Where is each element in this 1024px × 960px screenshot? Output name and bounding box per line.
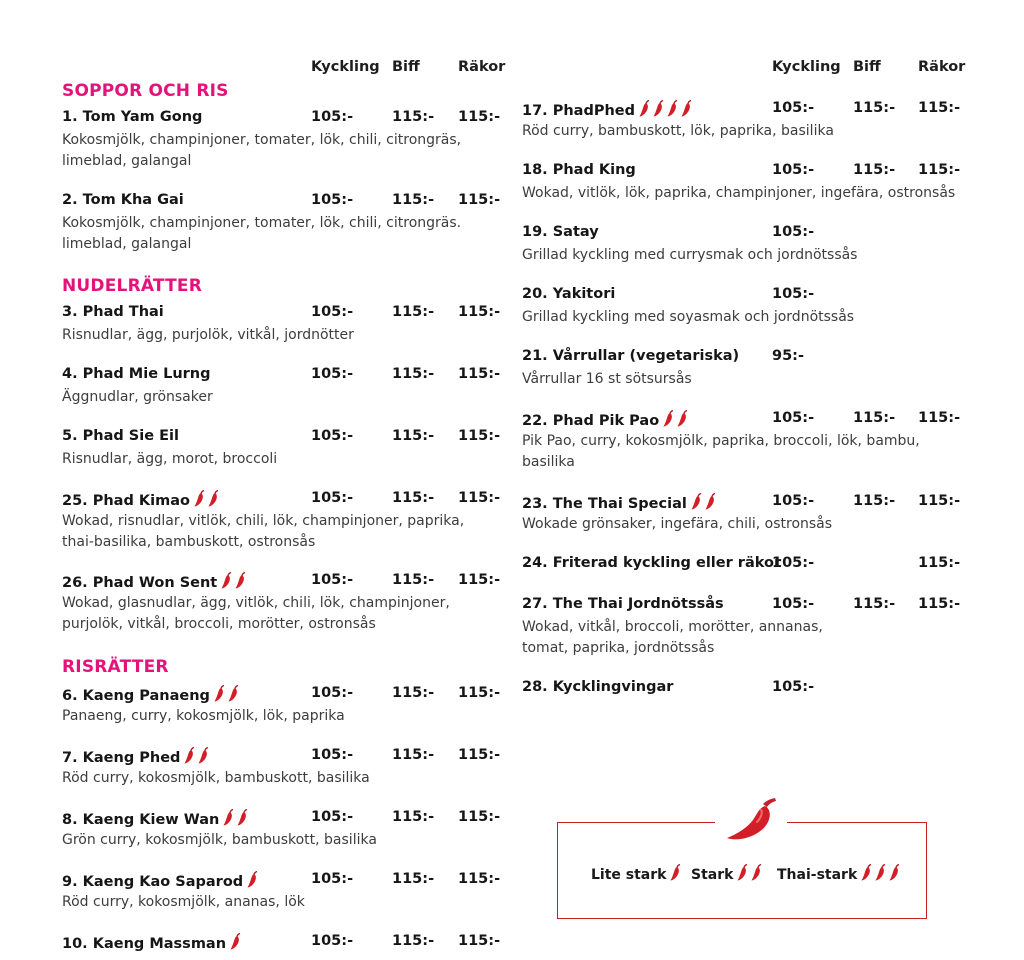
price-shrimp: 115:- (458, 871, 501, 887)
spice-level-icons (230, 933, 244, 954)
price-beef: 115:- (392, 490, 435, 506)
price-beef: 115:- (392, 109, 435, 125)
item-name: 28. Kycklingvingar (522, 679, 674, 695)
price-chicken: 105:- (311, 490, 354, 506)
item-description: Pik Pao, curry, kokosmjölk, paprika, broccoli, lök, bambu, basilika (522, 433, 920, 470)
price-chicken: 105:- (772, 679, 815, 695)
chili-icon (208, 490, 219, 507)
price-chicken: 105:- (311, 871, 354, 887)
item-name: 6. Kaeng Panaeng (62, 685, 242, 706)
price-chicken: 105:- (311, 933, 354, 949)
price-shrimp: 115:- (458, 933, 501, 949)
price-shrimp: 115:- (458, 366, 501, 382)
item-name: 20. Yakitori (522, 286, 616, 302)
item-name: 25. Phad Kimao (62, 490, 222, 511)
chili-icon (889, 864, 900, 881)
price-shrimp: 115:- (458, 747, 501, 763)
spice-level-icons (737, 864, 765, 885)
spice-level-icons (214, 685, 242, 706)
price-beef: 115:- (853, 100, 896, 116)
chili-icon (663, 410, 674, 427)
spice-level-icons (247, 871, 261, 892)
item-description: Röd curry, kokosmjölk, bambuskott, basilika (62, 770, 370, 786)
chili-icon (194, 490, 205, 507)
price-beef: 115:- (392, 304, 435, 320)
spice-level-icons (194, 490, 222, 511)
spice-level-icons (221, 572, 249, 593)
item-description: Wokad, glasnudlar, ägg, vitlök, chili, lök, champinjoner, purjolök, vitkål, broccoli, morötter, ostronsås (62, 595, 450, 632)
item-name: 5. Phad Sie Eil (62, 428, 179, 444)
left-header-beef: Biff (392, 59, 420, 75)
item-name: 8. Kaeng Kiew Wan (62, 809, 251, 830)
item-description: Risnudlar, ägg, morot, broccoli (62, 451, 278, 467)
price-beef: 115:- (853, 410, 896, 426)
price-beef: 115:- (392, 685, 435, 701)
item-description: Wokad, risnudlar, vitlök, chili, lök, champinjoner, paprika, thai-basilika, bambuskott, ostronsås (62, 513, 465, 550)
item-description: Panaeng, curry, kokosmjölk, lök, paprika (62, 708, 345, 724)
item-description: Wokade grönsaker, ingefära, chili, ostronsås (522, 516, 833, 532)
chili-icon (677, 410, 688, 427)
item-description: Vårrullar 16 st sötsursås (522, 371, 692, 387)
spice-level-icons (639, 100, 695, 121)
right-header-beef: Biff (853, 59, 881, 75)
chili-icon (223, 809, 234, 826)
price-shrimp: 115:- (918, 100, 961, 116)
item-description: Grillad kyckling med currysmak och jordnötssås (522, 247, 858, 263)
item-description: Grillad kyckling med soyasmak och jordnötssås (522, 309, 855, 325)
price-chicken: 105:- (772, 410, 815, 426)
item-name: 7. Kaeng Phed (62, 747, 212, 768)
price-beef: 115:- (853, 162, 896, 178)
price-beef: 115:- (392, 572, 435, 588)
price-beef: 115:- (853, 596, 896, 612)
price-chicken: 105:- (772, 555, 815, 571)
chili-icon (751, 864, 762, 881)
item-name: 9. Kaeng Kao Saparod (62, 871, 261, 892)
legend-mild: Lite stark (591, 864, 684, 885)
chili-icon (221, 572, 232, 589)
chili-icon (230, 933, 241, 950)
chili-icon (214, 685, 225, 702)
chili-icon (705, 493, 716, 510)
chili-icon (667, 100, 678, 117)
price-chicken: 105:- (772, 224, 815, 240)
item-description: Kokosmjölk, champinjoner, tomater, lök, chili, citrongräs, limeblad, galangal (62, 132, 462, 169)
price-shrimp: 115:- (458, 109, 501, 125)
chili-icon (639, 100, 650, 117)
price-shrimp: 115:- (458, 304, 501, 320)
price-shrimp: 115:- (458, 490, 501, 506)
price-shrimp: 115:- (458, 428, 501, 444)
chili-icon (247, 871, 258, 888)
section-heading-rice: RISRÄTTER (62, 657, 169, 677)
price-chicken: 95:- (772, 348, 804, 364)
legend-thai-hot: Thai-stark (777, 864, 903, 885)
spice-level-icons (670, 864, 684, 885)
chili-icon (670, 864, 681, 881)
price-shrimp: 115:- (918, 162, 961, 178)
left-header-shrimp: Räkor (458, 59, 506, 75)
price-chicken: 105:- (311, 809, 354, 825)
item-name: 4. Phad Mie Lurng (62, 366, 211, 382)
section-heading-noodles: NUDELRÄTTER (62, 276, 203, 296)
chili-icon (861, 864, 872, 881)
chili-icon (875, 864, 886, 881)
spice-level-icons (861, 864, 903, 885)
price-chicken: 105:- (311, 109, 354, 125)
left-header-chicken: Kyckling (311, 59, 380, 75)
spice-level-icons (691, 493, 719, 514)
spice-level-icons (663, 410, 691, 431)
chili-icon (235, 572, 246, 589)
item-description: Röd curry, bambuskott, lök, paprika, basilika (522, 123, 834, 139)
item-name: 19. Satay (522, 224, 599, 240)
price-chicken: 105:- (311, 572, 354, 588)
price-shrimp: 115:- (458, 809, 501, 825)
price-beef: 115:- (392, 871, 435, 887)
section-heading-soups: SOPPOR OCH RIS (62, 81, 229, 101)
spice-level-icons (184, 747, 212, 768)
price-chicken: 105:- (311, 366, 354, 382)
item-description: Kokosmjölk, champinjoner, tomater, lök, chili, citrongräs. limeblad, galangal (62, 215, 462, 252)
price-chicken: 105:- (311, 747, 354, 763)
chili-icon (653, 100, 664, 117)
price-chicken: 105:- (772, 596, 815, 612)
item-name: 17. PhadPhed (522, 100, 695, 121)
chili-icon (681, 100, 692, 117)
price-beef: 115:- (853, 493, 896, 509)
price-chicken: 105:- (311, 304, 354, 320)
price-shrimp: 115:- (458, 572, 501, 588)
chili-icon (228, 685, 239, 702)
item-name: 26. Phad Won Sent (62, 572, 249, 593)
item-description: Wokad, vitlök, lök, paprika, champinjoner, ingefära, ostronsås (522, 185, 956, 201)
item-name: 27. The Thai Jordnötssås (522, 596, 724, 612)
item-name: 24. Friterad kyckling eller räkor (522, 555, 782, 571)
chili-icon (737, 864, 748, 881)
spice-level-icons (223, 809, 251, 830)
price-beef: 115:- (392, 809, 435, 825)
price-chicken: 105:- (311, 685, 354, 701)
item-name: 21. Vårrullar (vegetariska) (522, 348, 740, 364)
chili-icon (691, 493, 702, 510)
price-beef: 115:- (392, 366, 435, 382)
price-beef: 115:- (392, 747, 435, 763)
price-beef: 115:- (392, 933, 435, 949)
price-beef: 115:- (392, 192, 435, 208)
price-chicken: 105:- (772, 493, 815, 509)
item-name: 3. Phad Thai (62, 304, 164, 320)
price-shrimp: 115:- (918, 410, 961, 426)
price-chicken: 105:- (311, 428, 354, 444)
price-shrimp: 115:- (458, 685, 501, 701)
item-name: 18. Phad King (522, 162, 636, 178)
item-description: Äggnudlar, grönsaker (62, 389, 213, 405)
item-description: Grön curry, kokosmjölk, bambuskott, basilika (62, 832, 377, 848)
item-description: Röd curry, kokosmjölk, ananas, lök (62, 894, 305, 910)
price-chicken: 105:- (311, 192, 354, 208)
item-name: 22. Phad Pik Pao (522, 410, 691, 431)
chili-pepper-icon (715, 796, 787, 846)
price-chicken: 105:- (772, 286, 815, 302)
price-shrimp: 115:- (918, 493, 961, 509)
price-chicken: 105:- (772, 162, 815, 178)
chili-icon (198, 747, 209, 764)
legend-hot: Stark (691, 864, 765, 885)
right-header-chicken: Kyckling (772, 59, 841, 75)
price-shrimp: 115:- (458, 192, 501, 208)
item-name: 10. Kaeng Massman (62, 933, 244, 954)
item-name: 1. Tom Yam Gong (62, 109, 203, 125)
chili-icon (184, 747, 195, 764)
item-description: Wokad, vitkål, broccoli, morötter, annanas, tomat, paprika, jordnötssås (522, 619, 823, 656)
item-description: Risnudlar, ägg, purjolök, vitkål, jordnötter (62, 327, 354, 343)
price-chicken: 105:- (772, 100, 815, 116)
chili-icon (237, 809, 248, 826)
price-beef: 115:- (392, 428, 435, 444)
item-name: 23. The Thai Special (522, 493, 719, 514)
item-name: 2. Tom Kha Gai (62, 192, 184, 208)
right-header-shrimp: Räkor (918, 59, 966, 75)
price-shrimp: 115:- (918, 555, 961, 571)
price-shrimp: 115:- (918, 596, 961, 612)
